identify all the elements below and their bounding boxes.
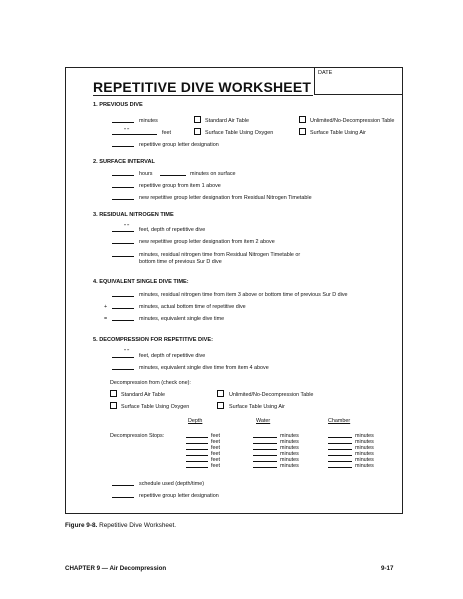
s1-feet-line[interactable] <box>112 134 157 135</box>
s4-equivalent-line[interactable] <box>112 320 134 321</box>
s5-equivalent-line[interactable] <box>112 369 134 370</box>
stop-chamber-unit: minutes <box>355 433 374 439</box>
s5-surface-air-checkbox[interactable] <box>217 402 224 409</box>
s4-rnt-label: minutes, residual nitrogen time from item 3 above or bottom time of previous Sur D dive <box>139 292 348 298</box>
s5-group-line[interactable] <box>112 497 134 498</box>
s3-rnt-label-2: bottom time of previous Sur D dive <box>139 259 222 265</box>
s5-unlimited-label: Unlimited/No-Decompression Table <box>229 392 314 398</box>
stop-water-line[interactable] <box>253 461 277 462</box>
s2-hours-label: hours <box>139 171 153 177</box>
stop-chamber-line[interactable] <box>328 437 352 438</box>
stop-water-unit: minutes <box>280 439 299 445</box>
s2-hours-line[interactable] <box>112 175 134 176</box>
section5-heading: 5. DECOMPRESSION FOR REPETITIVE DIVE: <box>93 337 213 343</box>
stop-depth-unit: feet <box>211 439 220 445</box>
stop-chamber-unit: minutes <box>355 445 374 451</box>
col-chamber-header: Chamber <box>328 418 351 424</box>
figure-label: Figure 9-8. <box>65 522 98 529</box>
stop-water-line[interactable] <box>253 437 277 438</box>
s3-new-group-line[interactable] <box>112 243 134 244</box>
stop-water-unit: minutes <box>280 433 299 439</box>
s5-surface-air-label: Surface Table Using Air <box>229 404 285 410</box>
s1-minutes-line[interactable] <box>112 122 134 123</box>
date-box[interactable] <box>314 67 403 95</box>
s4-plus-sign: + <box>104 304 108 310</box>
s5-standard-air-label: Standard Air Table <box>121 392 165 398</box>
stop-chamber-unit: minutes <box>355 463 374 469</box>
stop-chamber-unit: minutes <box>355 439 374 445</box>
s4-actual-line[interactable] <box>112 308 134 309</box>
stop-chamber-line[interactable] <box>328 443 352 444</box>
s2-minutes-label: minutes on surface <box>190 171 236 177</box>
section1-heading: 1. PREVIOUS DIVE <box>93 102 143 108</box>
s5-marks: " " <box>124 349 130 355</box>
s1-surface-oxygen-checkbox[interactable] <box>194 128 201 135</box>
stop-water-unit: minutes <box>280 463 299 469</box>
s5-standard-air-checkbox[interactable] <box>110 390 117 397</box>
s5-unlimited-checkbox[interactable] <box>217 390 224 397</box>
s5-feet-line[interactable] <box>112 357 134 358</box>
s1-group-label: repetitive group letter designation <box>139 142 219 148</box>
s5-schedule-label: schedule used (depth/time) <box>139 481 205 487</box>
s2-new-group-label: new repetitive group letter designation from Residual Nitrogen Timetable <box>139 195 312 201</box>
s3-rnt-label-1: minutes, residual nitrogen time from Residual Nitrogen Timetable or <box>139 252 301 258</box>
stop-water-unit: minutes <box>280 457 299 463</box>
stop-chamber-line[interactable] <box>328 467 352 468</box>
stop-water-line[interactable] <box>253 443 277 444</box>
s3-marks: " " <box>124 224 130 230</box>
s4-rnt-line[interactable] <box>112 296 134 297</box>
stop-depth-line[interactable] <box>186 467 208 468</box>
title-rule <box>93 95 313 96</box>
stop-water-line[interactable] <box>253 467 277 468</box>
stop-chamber-line[interactable] <box>328 461 352 462</box>
stop-chamber-line[interactable] <box>328 455 352 456</box>
s5-decomp-from-label: Decompression from (check one): <box>110 380 191 386</box>
stop-water-line[interactable] <box>253 455 277 456</box>
s1-surface-oxygen-label: Surface Table Using Oxygen <box>205 130 274 136</box>
page-number: 9-17 <box>381 565 394 572</box>
s3-rnt-line[interactable] <box>112 256 134 257</box>
section3-heading: 3. RESIDUAL NITROGEN TIME <box>93 212 174 218</box>
s5-surface-oxygen-checkbox[interactable] <box>110 402 117 409</box>
stop-depth-line[interactable] <box>186 437 208 438</box>
s1-unlimited-checkbox[interactable] <box>299 116 306 123</box>
col-depth-header: Depth <box>188 418 203 424</box>
section2-heading: 2. SURFACE INTERVAL <box>93 159 155 165</box>
s4-equals-sign: = <box>104 316 108 322</box>
s5-feet-label: feet, depth of repetitive dive <box>139 353 206 359</box>
s3-feet-line[interactable] <box>112 231 134 232</box>
stop-depth-line[interactable] <box>186 461 208 462</box>
stop-depth-line[interactable] <box>186 449 208 450</box>
stop-depth-unit: feet <box>211 463 220 469</box>
stop-chamber-unit: minutes <box>355 457 374 463</box>
stop-depth-unit: feet <box>211 457 220 463</box>
stop-chamber-unit: minutes <box>355 451 374 457</box>
s5-schedule-line[interactable] <box>112 485 134 486</box>
chapter-footer: CHAPTER 9 — Air Decompression <box>65 565 167 572</box>
stop-water-unit: minutes <box>280 451 299 457</box>
s5-surface-oxygen-label: Surface Table Using Oxygen <box>121 404 190 410</box>
s2-group-label: repetitive group from item 1 above <box>139 183 221 189</box>
s1-unlimited-label: Unlimited/No-Decompression Table <box>310 118 395 124</box>
stop-water-line[interactable] <box>253 449 277 450</box>
stop-water-unit: minutes <box>280 445 299 451</box>
s1-surface-air-label: Surface Table Using Air <box>310 130 366 136</box>
s2-new-group-line[interactable] <box>112 199 134 200</box>
s1-surface-air-checkbox[interactable] <box>299 128 306 135</box>
s1-feet-marks: " " <box>124 128 130 134</box>
s2-group-line[interactable] <box>112 187 134 188</box>
date-label: DATE <box>318 70 333 76</box>
figure-title: Repetitive Dive Worksheet. <box>99 522 177 529</box>
decompression-stops-label: Decompression Stops: <box>110 433 165 439</box>
s2-minutes-line[interactable] <box>160 175 186 176</box>
s1-group-line[interactable] <box>112 146 134 147</box>
stop-depth-line[interactable] <box>186 455 208 456</box>
s3-new-group-label: new repetitive group letter designation from item 2 above <box>139 239 275 245</box>
s1-standard-air-label: Standard Air Table <box>205 118 249 124</box>
stop-depth-line[interactable] <box>186 443 208 444</box>
col-water-header: Water <box>256 418 271 424</box>
s1-standard-air-checkbox[interactable] <box>194 116 201 123</box>
s1-feet-label: feet <box>162 130 171 136</box>
s4-actual-label: minutes, actual bottom time of repetitive dive <box>139 304 246 310</box>
worksheet-title: REPETITIVE DIVE WORKSHEET <box>93 79 312 95</box>
stop-chamber-line[interactable] <box>328 449 352 450</box>
figure-caption <box>65 522 176 529</box>
s1-minutes-label: minutes <box>139 118 158 124</box>
section4-heading: 4. EQUIVALENT SINGLE DIVE TIME: <box>93 279 189 285</box>
stop-depth-unit: feet <box>211 445 220 451</box>
stop-depth-unit: feet <box>211 433 220 439</box>
s4-equivalent-label: minutes, equivalent single dive time <box>139 316 225 322</box>
s3-feet-label: feet, depth of repetitive dive <box>139 227 206 233</box>
stop-depth-unit: feet <box>211 451 220 457</box>
s5-group-label: repetitive group letter designation <box>139 493 219 499</box>
s5-equivalent-label: minutes, equivalent single dive time from item 4 above <box>139 365 269 371</box>
